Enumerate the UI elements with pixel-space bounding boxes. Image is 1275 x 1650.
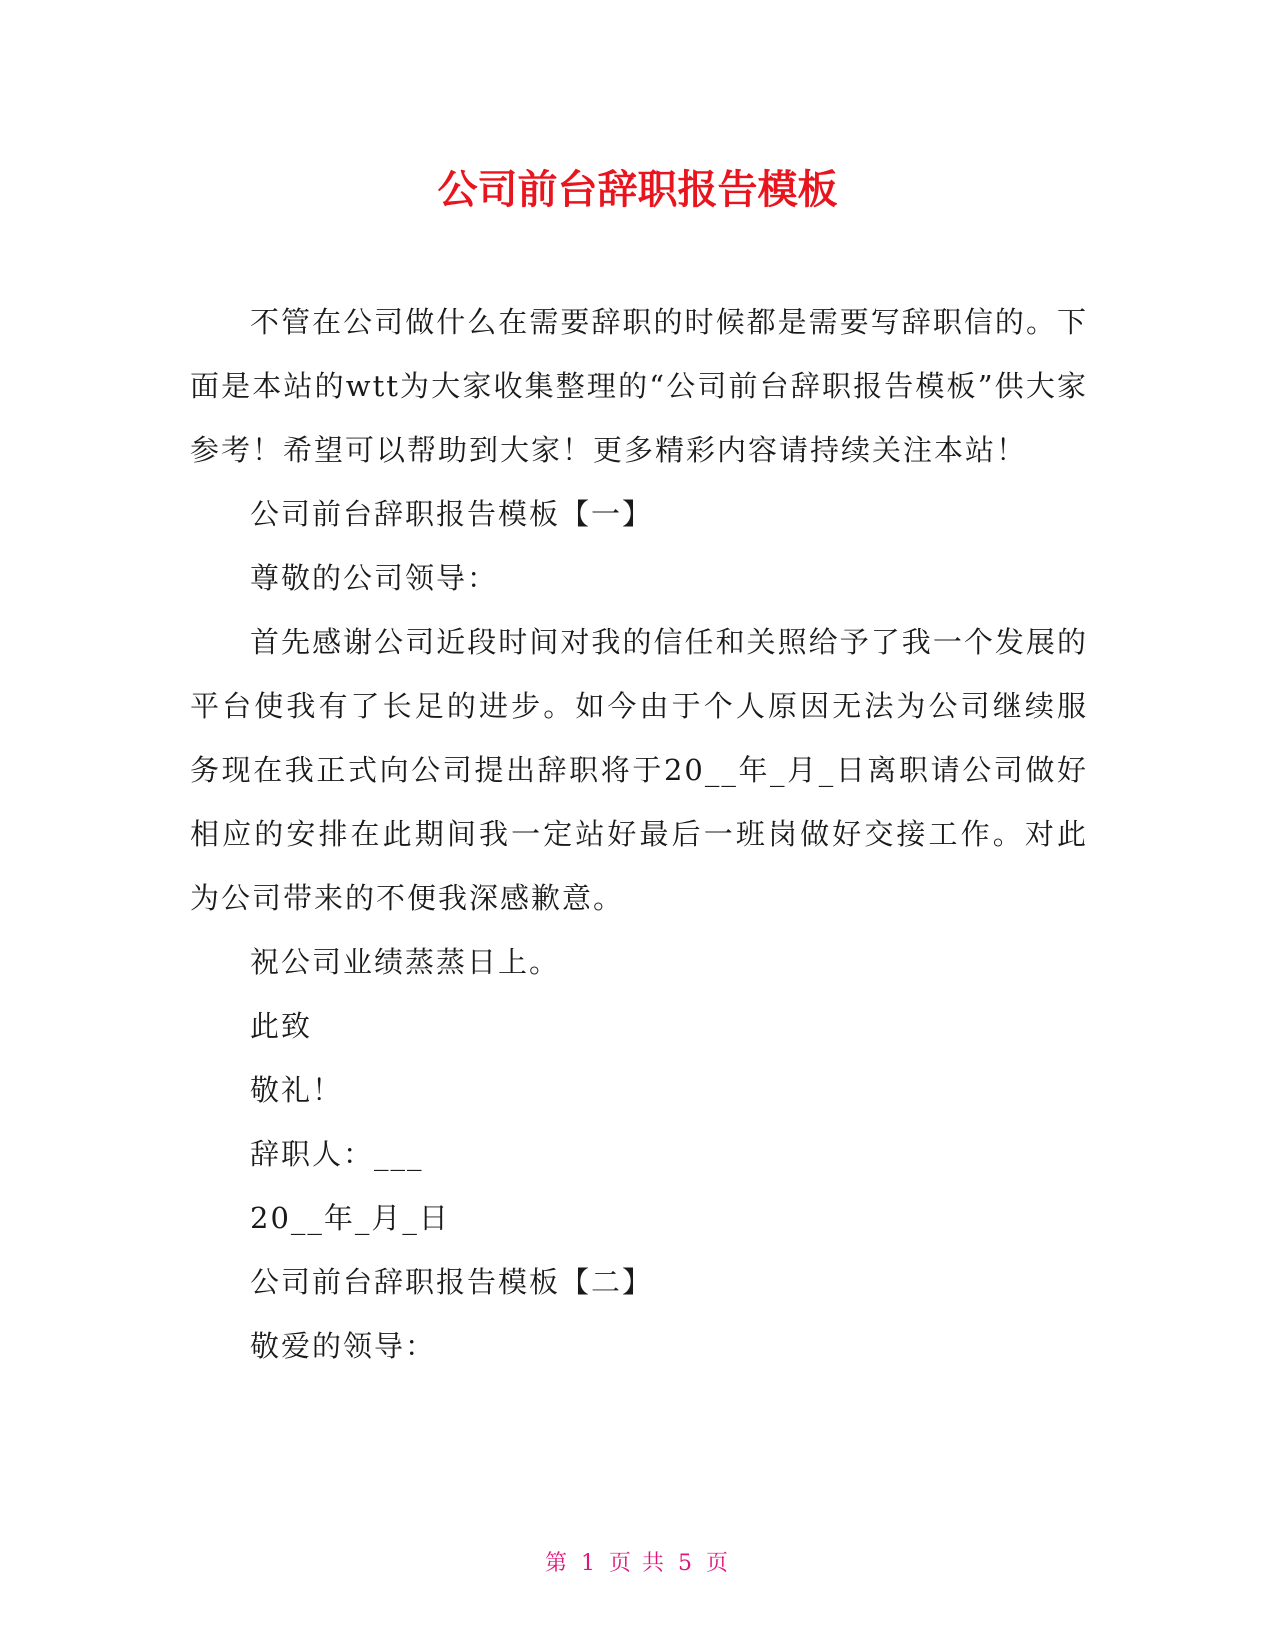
salutation-two: 敬爱的领导： xyxy=(250,1329,437,1363)
footer-suffix: 页 xyxy=(706,1551,731,1576)
intro-paragraph: 不管在公司做什么在需要辞职的时候都是需要写辞职信的。下面是本站的wtt为大家收集整理的“公司前台辞职报告模板”供大家参考！希望可以帮助到大家！更多精彩内容请持续关注本站！ xyxy=(190,305,1088,467)
footer-current-page: 1 xyxy=(581,1551,597,1576)
closing-line: 此致 xyxy=(250,1009,313,1043)
salutation: 尊敬的公司领导： xyxy=(250,561,499,595)
date-line: 20__年_月_日 xyxy=(250,1201,450,1235)
section-heading-two: 公司前台辞职报告模板【二】 xyxy=(250,1265,654,1299)
footer-prefix: 第 xyxy=(544,1551,569,1576)
wish-line: 祝公司业绩蒸蒸日上。 xyxy=(250,945,561,979)
footer-middle: 页 共 xyxy=(609,1551,666,1576)
footer-total-pages: 5 xyxy=(678,1551,694,1576)
page-footer xyxy=(0,1546,1275,1577)
regards-line: 敬礼！ xyxy=(250,1073,344,1107)
document-body xyxy=(190,290,1088,1378)
section-heading-one: 公司前台辞职报告模板【一】 xyxy=(250,497,654,531)
signature-line: 辞职人：___ xyxy=(250,1137,424,1171)
body-paragraph: 首先感谢公司近段时间对我的信任和关照给予了我一个发展的平台使我有了长足的进步。如今由于个人原因无法为公司继续服务现在我正式向公司提出辞职将于20__年_月_日离职请公司做好相应的安排在此期间我一定站好最后一班岗做好交接工作。对此为公司带来的不便我深感歉意。 xyxy=(190,625,1088,915)
document-title: 公司前台辞职报告模板 xyxy=(437,167,838,213)
